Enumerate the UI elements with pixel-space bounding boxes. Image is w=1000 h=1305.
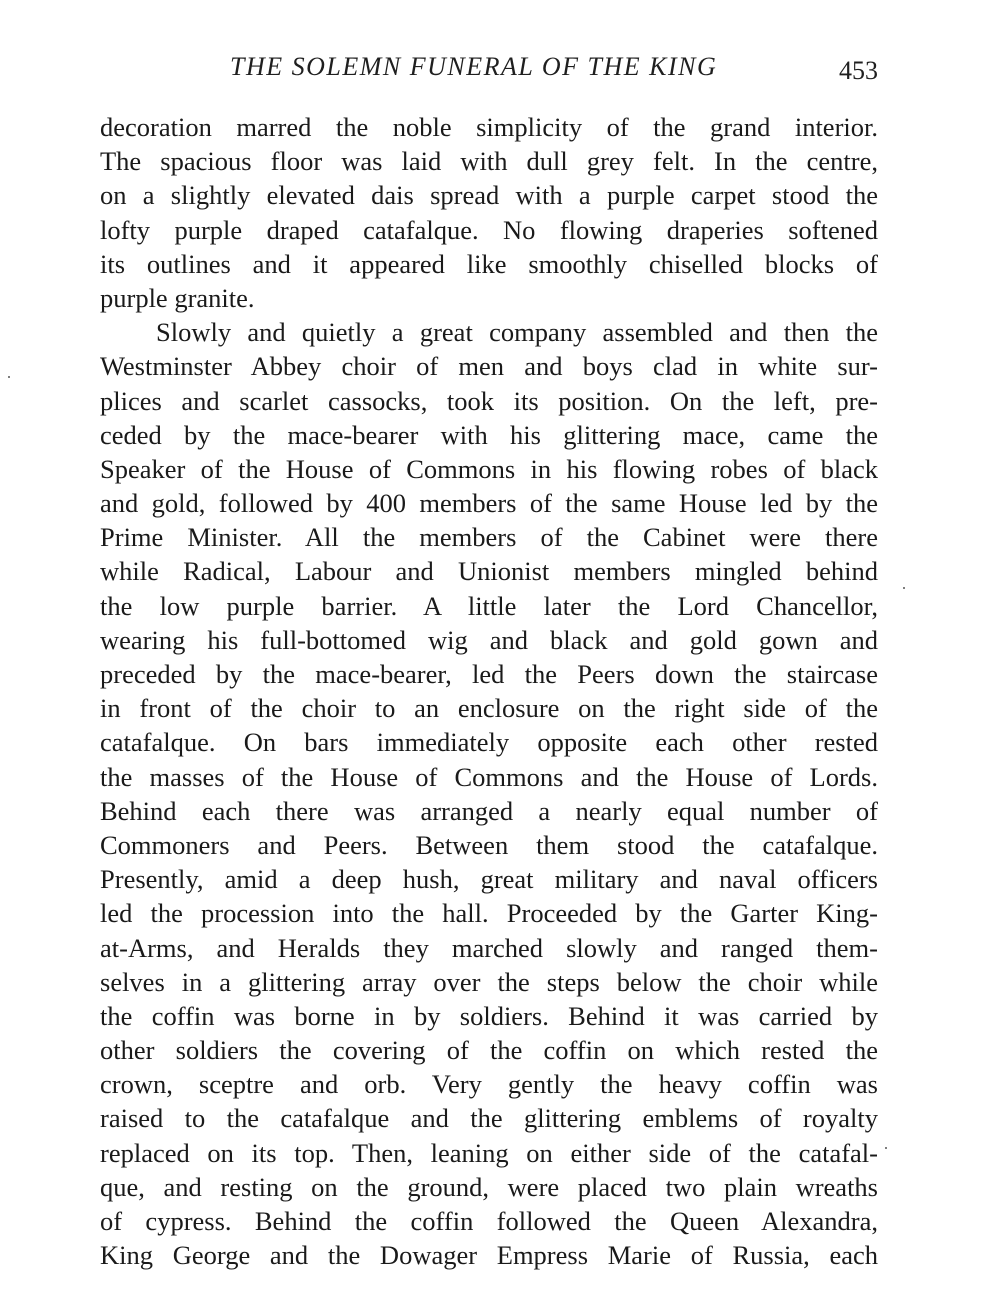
text-line: the coffin was borne in by soldiers. Behind it was carried by (100, 1000, 878, 1031)
paragraph-2 (100, 315, 878, 1272)
text-line: led the procession into the hall. Proceeded by the Garter King- (100, 898, 878, 929)
text-line: lofty purple draped catafalque. No flowing draperies softened (100, 214, 878, 245)
text-line: in front of the choir to an enclosure on the right side of the (100, 693, 878, 724)
text-line: Commoners and Peers. Between them stood the catafalque. (100, 829, 878, 860)
text-line: on a slightly elevated dais spread with a purple carpet stood the (100, 180, 878, 211)
text-line: crown, sceptre and orb. Very gently the heavy coffin was (100, 1069, 878, 1100)
body-text (100, 110, 878, 1272)
text-line: Behind each there was arranged a nearly equal number of (100, 795, 878, 826)
text-line: ceded by the mace-bearer with his glittering mace, came the (100, 419, 878, 450)
scan-speck (885, 1147, 887, 1149)
text-line: wearing his full-bottomed wig and black and gold gown and (100, 624, 878, 655)
text-line: at-Arms, and Heralds they marched slowly and ranged them- (100, 932, 878, 963)
text-line: que, and resting on the ground, were placed two plain wreaths (100, 1171, 878, 1202)
text-line: its outlines and it appeared like smoothly chiselled blocks of (100, 248, 878, 279)
text-line: Speaker of the House of Commons in his flowing robes of black (100, 453, 878, 484)
text-line: catafalque. On bars immediately opposite each other rested (100, 727, 878, 758)
running-head (100, 52, 878, 92)
text-line: selves in a glittering array over the steps below the choir while (100, 966, 878, 997)
text-line: Slowly and quietly a great company assembled and then the (156, 317, 878, 348)
page-number: 453 (839, 56, 878, 85)
text-line: Prime Minister. All the members of the Cabinet were there (100, 522, 878, 553)
text-line: other soldiers the covering of the coffin on which rested the (100, 1035, 878, 1066)
text-line: replaced on its top. Then, leaning on either side of the catafal- (100, 1137, 878, 1168)
text-line: Presently, amid a deep hush, great military and naval officers (100, 864, 878, 895)
text-line: Westminster Abbey choir of men and boys clad in white sur- (100, 351, 878, 382)
text-line: purple granite. (100, 282, 255, 313)
scan-speck (903, 587, 905, 589)
paragraph-1 (100, 110, 878, 315)
text-line: the low purple barrier. A little later the Lord Chancellor, (100, 590, 878, 621)
text-line: preceded by the mace-bearer, led the Peers down the staircase (100, 659, 878, 689)
text-line: raised to the catafalque and the glittering emblems of royalty (100, 1103, 878, 1134)
text-line: of cypress. Behind the coffin followed the Queen Alexandra, (100, 1206, 878, 1236)
text-line: and gold, followed by 400 members of the same House led by the (100, 488, 878, 519)
text-line: plices and scarlet cassocks, took its position. On the left, pre- (100, 385, 878, 416)
text-line: King George and the Dowager Empress Marie of Russia, each (100, 1240, 878, 1271)
text-line: while Radical, Labour and Unionist members mingled behind (100, 556, 878, 587)
scan-speck (8, 376, 10, 378)
running-title: THE SOLEMN FUNERAL OF THE KING (230, 52, 718, 81)
text-line: the masses of the House of Commons and the House of Lords. (100, 761, 878, 792)
text-line: decoration marred the noble simplicity of the grand interior. (100, 112, 878, 142)
text-line: The spacious floor was laid with dull grey felt. In the centre, (100, 146, 878, 177)
